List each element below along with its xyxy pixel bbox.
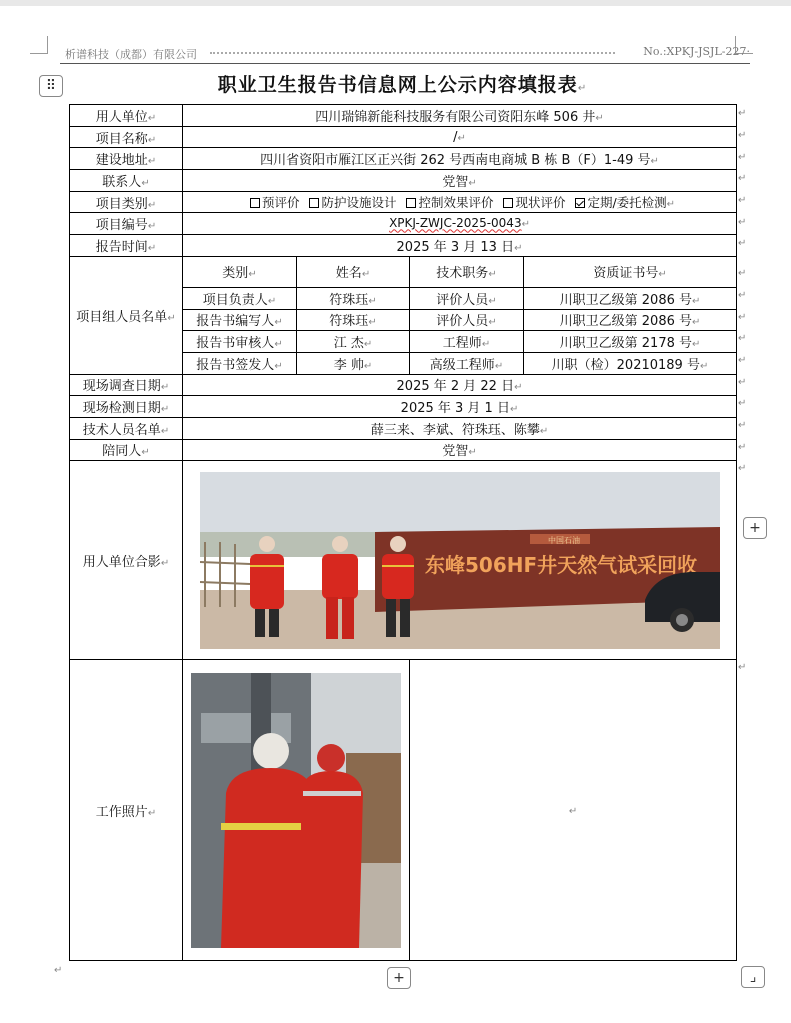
- header-doc-number: No.:XPKJ-JSJL-227·: [643, 45, 750, 58]
- label-team: 项目组人员名单↵: [70, 256, 183, 374]
- row-tech-staff: [70, 417, 737, 439]
- row-end-mark: ↵: [738, 152, 747, 163]
- checkbox-icon[interactable]: [250, 198, 260, 208]
- value-survey-date[interactable]: 2025 年 2 月 22 日↵: [183, 374, 737, 396]
- value-address[interactable]: 四川省资阳市雁江区正兴街 262 号西南电商城 B 栋 B（F）1-49 号↵: [183, 148, 737, 170]
- label-escort: 陪同人↵: [70, 439, 183, 461]
- row-project-type: [70, 191, 737, 213]
- team-title[interactable]: 高级工程师↵: [410, 352, 524, 374]
- cell-empty-photo[interactable]: ↵: [410, 660, 737, 961]
- label-employer: 用人单位↵: [70, 105, 183, 127]
- team-cert[interactable]: 川职卫乙级第 2086 号↵: [524, 309, 737, 331]
- team-cert[interactable]: 川职卫乙级第 2086 号↵: [524, 287, 737, 309]
- row-contact: [70, 170, 737, 192]
- team-role[interactable]: 项目负责人↵: [183, 287, 297, 309]
- value-contact[interactable]: 党智↵: [183, 170, 737, 192]
- team-title[interactable]: 评价人员↵: [410, 287, 524, 309]
- label-report-time: 报告时间↵: [70, 235, 183, 257]
- row-end-mark: ↵: [738, 173, 747, 184]
- add-row-plus-icon[interactable]: +: [387, 967, 411, 989]
- page-edge: [0, 0, 791, 6]
- label-group-photo: 用人单位合影↵: [70, 461, 183, 660]
- row-escort: [70, 439, 737, 461]
- label-project-no: 项目编号↵: [70, 213, 183, 235]
- row-end-mark: ↵: [738, 268, 747, 279]
- team-role[interactable]: 报告书编写人↵: [183, 309, 297, 331]
- value-report-time[interactable]: 2025 年 3 月 13 日↵: [183, 235, 737, 257]
- add-column-plus-icon[interactable]: +: [743, 517, 767, 539]
- checkbox-icon[interactable]: [406, 198, 416, 208]
- group-photo: [200, 472, 720, 649]
- row-project-no: [70, 213, 737, 235]
- row-end-mark: ↵: [738, 398, 747, 409]
- label-project-type: 项目类别↵: [70, 191, 183, 213]
- work-photo: [191, 673, 401, 948]
- row-work-photo: [70, 660, 737, 961]
- team-name[interactable]: 李 帅↵: [297, 352, 410, 374]
- crop-mark-top-left: [30, 36, 48, 54]
- label-tech-staff: 技术人员名单↵: [70, 417, 183, 439]
- row-end-mark: ↵: [738, 195, 747, 206]
- row-team-header: [70, 256, 737, 287]
- row-end-mark: ↵: [738, 355, 747, 366]
- option-control-evaluation[interactable]: 控制效果评价: [400, 195, 493, 210]
- row-end-mark: ↵: [738, 130, 747, 141]
- row-end-mark: ↵: [738, 442, 747, 453]
- row-end-mark: ↵: [738, 108, 747, 119]
- team-role[interactable]: 报告书审核人↵: [183, 331, 297, 353]
- label-test-date: 现场检测日期↵: [70, 396, 183, 418]
- row-end-mark: ↵: [738, 333, 747, 344]
- form-table: [69, 104, 737, 961]
- row-group-photo: [70, 461, 737, 660]
- row-end-mark: ↵: [738, 420, 747, 431]
- header-rule: [60, 63, 750, 64]
- team-header-title: 技术职务↵: [410, 256, 524, 287]
- row-end-mark: ↵: [738, 463, 747, 474]
- label-project-name: 项目名称↵: [70, 126, 183, 148]
- row-survey-date: [70, 374, 737, 396]
- value-employer[interactable]: 四川瑞锦新能科技服务有限公司资阳东峰 506 井↵: [183, 105, 737, 127]
- paragraph-mark: ↵: [54, 965, 63, 976]
- work-photo-image: [191, 673, 401, 948]
- header-company: 析谱科技（成都）有限公司: [65, 48, 197, 61]
- page-title: 职业卫生报告书信息网上公示内容填报表↵: [217, 74, 588, 96]
- row-end-mark: ↵: [738, 217, 747, 228]
- svg-text:中国石油: 中国石油: [547, 535, 580, 545]
- value-escort[interactable]: 党智↵: [183, 439, 737, 461]
- value-project-no[interactable]: XPKJ-ZWJC-2025-0043↵: [183, 213, 737, 235]
- table-resize-handle-icon[interactable]: ⌟: [741, 966, 765, 988]
- value-project-name[interactable]: /↵: [183, 126, 737, 148]
- row-address: [70, 148, 737, 170]
- row-end-mark: ↵: [738, 662, 747, 673]
- value-project-type: 预评价 防护设施设计 控制效果评价 现状评价 定期/委托检测↵: [183, 191, 737, 213]
- team-name[interactable]: 符珠珏↵: [297, 287, 410, 309]
- row-report-time: [70, 235, 737, 257]
- team-name[interactable]: 符珠珏↵: [297, 309, 410, 331]
- cell-work-photo[interactable]: [183, 660, 410, 961]
- option-pre-evaluation[interactable]: 预评价: [244, 195, 300, 210]
- option-protection-design[interactable]: 防护设施设计: [303, 195, 396, 210]
- team-title[interactable]: 工程师↵: [410, 331, 524, 353]
- row-test-date: [70, 396, 737, 418]
- checked-checkbox-icon[interactable]: [575, 198, 585, 208]
- page-header: [60, 40, 750, 64]
- label-address: 建设地址↵: [70, 148, 183, 170]
- header-leader-dots: [210, 52, 615, 54]
- team-header-role: 类别↵: [183, 256, 297, 287]
- row-end-mark: ↵: [738, 377, 747, 388]
- row-end-mark: ↵: [738, 312, 747, 323]
- team-cert[interactable]: 川职卫乙级第 2178 号↵: [524, 331, 737, 353]
- value-tech-staff[interactable]: 薛三来、李斌、符珠珏、陈攀↵: [183, 417, 737, 439]
- team-name[interactable]: 江 杰↵: [297, 331, 410, 353]
- checkbox-icon[interactable]: [309, 198, 319, 208]
- row-employer: [70, 105, 737, 127]
- label-work-photo: 工作照片↵: [70, 660, 183, 961]
- svg-text:东峰506HF井天然气试采回收: 东峰506HF井天然气试采回收: [424, 552, 697, 577]
- team-cert[interactable]: 川职（检）20210189 号↵: [524, 352, 737, 374]
- value-test-date[interactable]: 2025 年 3 月 1 日↵: [183, 396, 737, 418]
- team-title[interactable]: 评价人员↵: [410, 309, 524, 331]
- group-photo-image: [200, 472, 720, 649]
- row-end-mark: ↵: [738, 290, 747, 301]
- cell-group-photo[interactable]: [183, 461, 737, 660]
- label-survey-date: 现场调查日期↵: [70, 374, 183, 396]
- team-header-cert: 资质证书号↵: [524, 256, 737, 287]
- table-move-handle-icon[interactable]: ⠿: [39, 75, 63, 97]
- row-project-name: [70, 126, 737, 148]
- label-contact: 联系人↵: [70, 170, 183, 192]
- row-end-mark: ↵: [738, 238, 747, 249]
- checkbox-icon[interactable]: [503, 198, 513, 208]
- team-role[interactable]: 报告书签发人↵: [183, 352, 297, 374]
- option-status-evaluation[interactable]: 现状评价: [497, 195, 565, 210]
- team-header-name: 姓名↵: [297, 256, 410, 287]
- option-periodic-testing[interactable]: 定期/委托检测: [569, 195, 666, 210]
